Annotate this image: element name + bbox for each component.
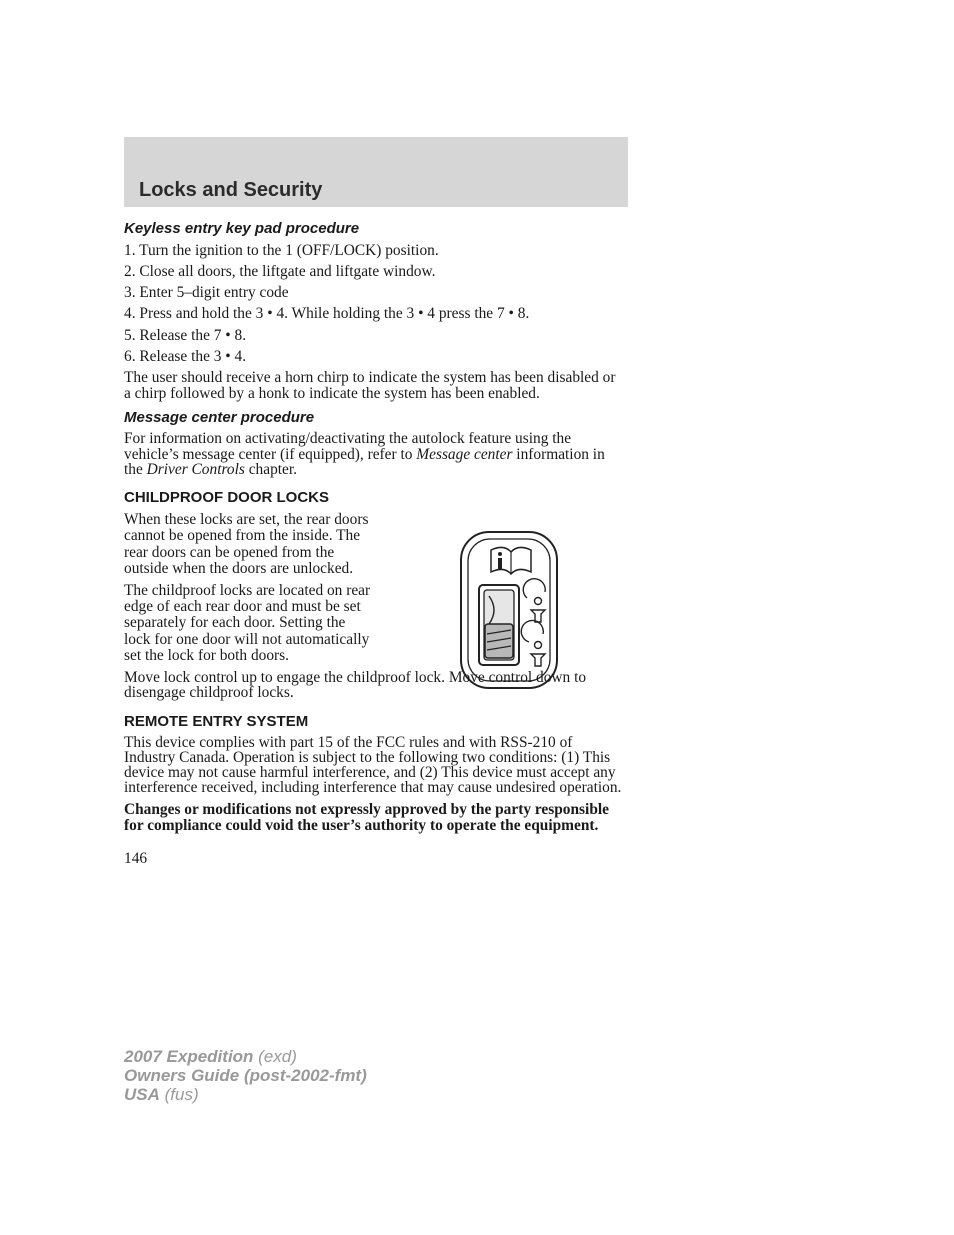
message-center-link-ref: Message center (416, 445, 513, 463)
keyless-heading: Keyless entry key pad procedure (124, 220, 360, 237)
footer-model: 2007 Expedition (124, 1047, 254, 1066)
keyless-step-1: 1. Turn the ignition to the 1 (OFF/LOCK) position. (124, 242, 439, 259)
keyless-step-4: 4. Press and hold the 3 • 4. While holding the 3 • 4 press the 7 • 8. (124, 305, 530, 322)
message-center-text-1: For information on activating/deactivating the autolock feature using the vehicle’s message center (if equipped), refer to (124, 430, 572, 463)
childproof-para-2: The childproof locks are located on rear edge of each rear door and must be set separately for each door. Setting the lock for one door will not automatically set the lock for both doors. (124, 581, 371, 665)
keyless-step-6: 6. Release the 3 • 4. (124, 348, 247, 365)
childproof-para-3: Move lock control up to engage the childproof lock. Move control down to disengage childproof locks. (124, 668, 587, 702)
remote-entry-para: This device complies with part 15 of the FCC rules and with RSS-210 of Industry Canada. Operation is subject to the following two conditions: (1) This device may not cause harmful interference, and (2) This device must accept any interference received, including interference that may cause undesired operation. (124, 733, 622, 797)
keyless-note: The user should receive a horn chirp to indicate the system has been disabled or a chirp followed by a honk to indicate the system has been enabled. (124, 369, 616, 402)
footer-line-2 (124, 1066, 367, 1085)
footer-market-code: (fus) (159, 1085, 199, 1104)
footer-line-1 (124, 1047, 367, 1066)
message-center-text (124, 431, 624, 478)
footer-model-code: (exd) (253, 1047, 297, 1066)
remote-entry-heading: REMOTE ENTRY SYSTEM (124, 712, 309, 730)
footer-market: USA (124, 1085, 160, 1104)
section-title: Locks and Security (139, 179, 323, 201)
keyless-steps (124, 243, 624, 365)
keyless-step-5: 5. Release the 7 • 8. (124, 327, 247, 344)
page-number: 146 (124, 850, 148, 868)
keyless-step-3: 3. Enter 5–digit entry code (124, 284, 289, 301)
footer-line-3 (124, 1085, 367, 1104)
document-footer (124, 1047, 367, 1104)
message-center-text-2: information in the (124, 445, 605, 479)
footer-guide: Owners Guide (post-2002-fmt) (124, 1066, 367, 1085)
fcc-warning: Changes or modifications not expressly approved by the party responsible for compliance could void the user’s authority to operate the equipment. (124, 800, 609, 834)
keyless-step-2: 2. Close all doors, the liftgate and liftgate window. (124, 263, 436, 280)
childproof-para-1: When these locks are set, the rear doors cannot be opened from the inside. The rear doors can be opened from the outside when the doors are unlocked. (124, 510, 369, 578)
page-content (124, 220, 624, 867)
message-center-heading: Message center procedure (124, 409, 315, 427)
section-header-band (124, 137, 628, 207)
childproof-heading: CHILDPROOF DOOR LOCKS (124, 488, 329, 506)
message-center-text-3: chapter. (244, 461, 297, 479)
driver-controls-ref: Driver Controls (146, 461, 245, 479)
